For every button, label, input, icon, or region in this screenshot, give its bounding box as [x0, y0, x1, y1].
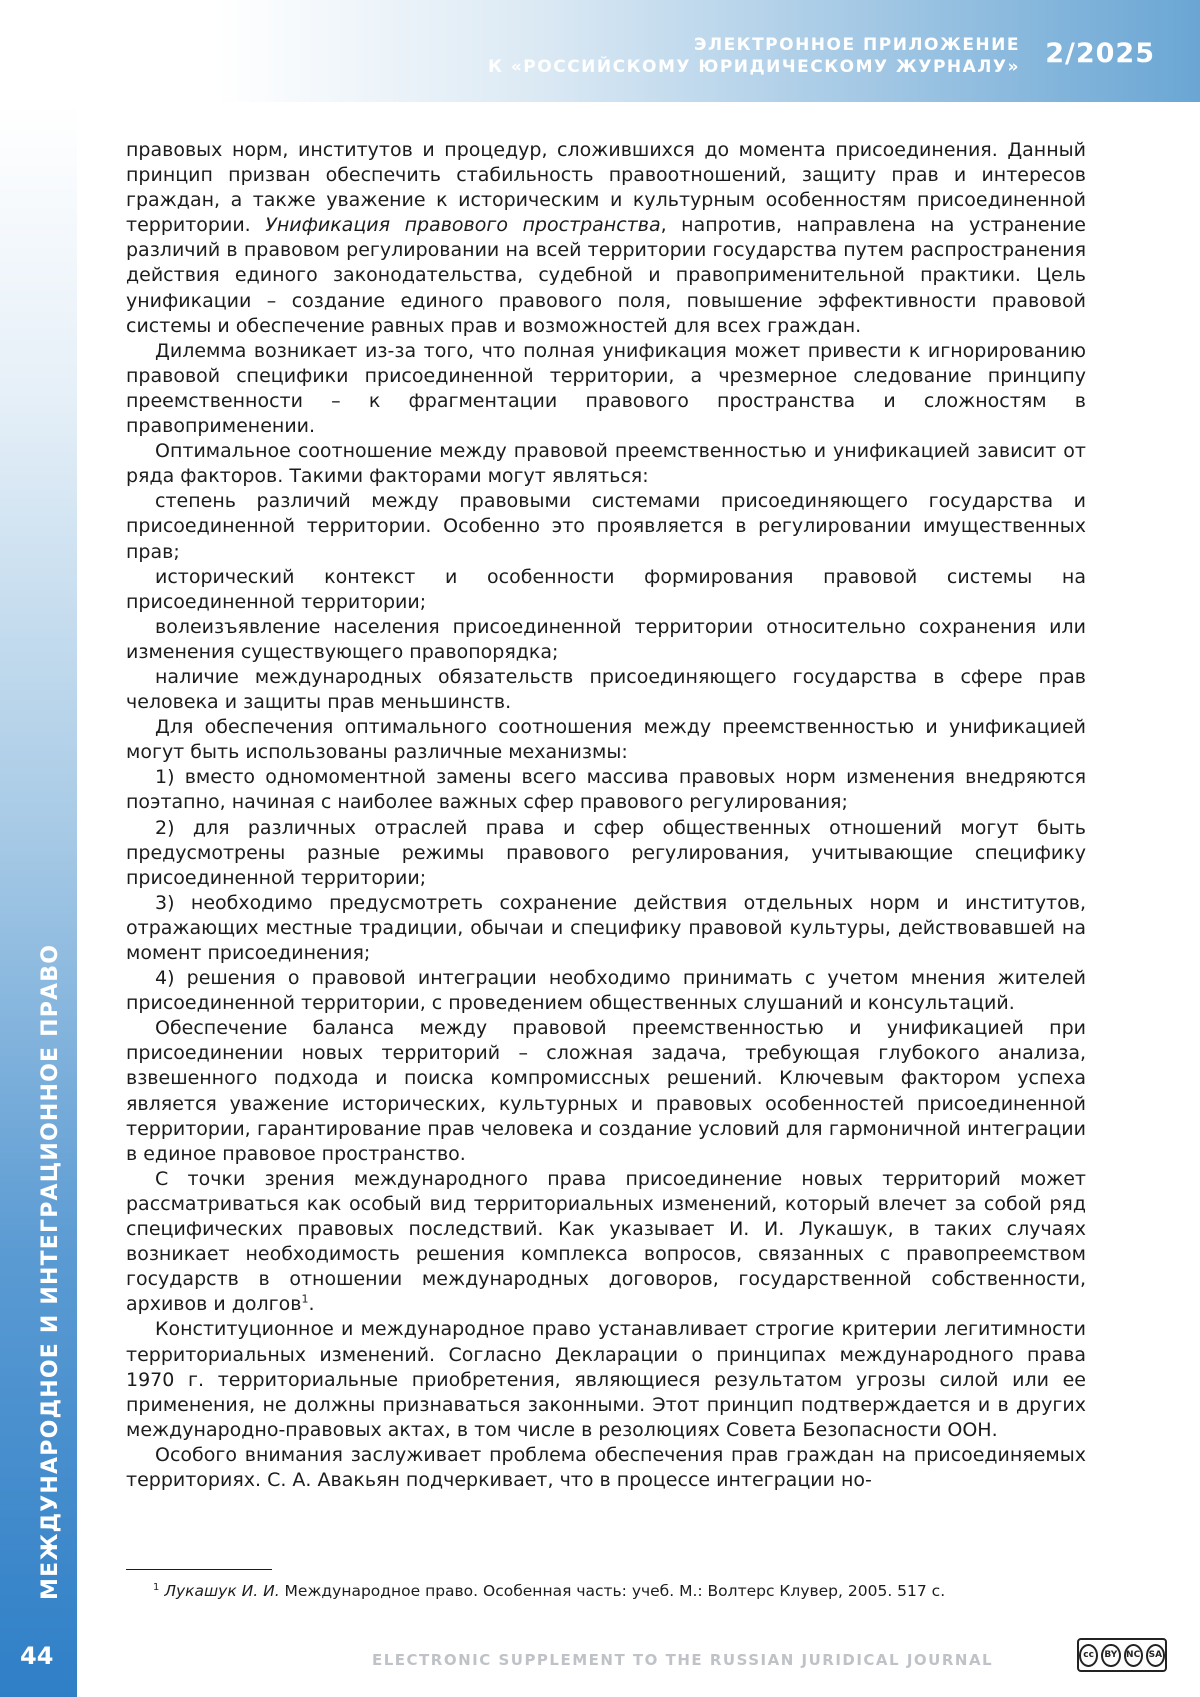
- paragraph: Для обеспечения оптимального соотношения между преемственностью и унификацией могут быть использованы различные механизмы:: [126, 716, 1086, 764]
- cc-license-icon: [1077, 1638, 1167, 1672]
- issue-number: 2/2025: [1045, 38, 1155, 69]
- paragraph: Обеспечение баланса между правовой преемственностью и унификацией при присоединении новых территорий – сложная задача, требующая глубокого анализа, взвешенного подхода и поиска компромиссных решений. Ключевым фактором успеха является уважение исторических, культурных и правовых особенностей присоединенной территории, гарантирование прав человека и создание условий для гармоничной интеграции в единое правовое пространство.: [126, 1017, 1086, 1165]
- nc-icon: NC: [1124, 1644, 1143, 1667]
- paragraph: Дилемма возникает из-за того, что полная унификация может привести к игнорированию правовой специфики присоединенной территории, а чрезмерное следование принципу преемственности – к фрагментации правового пространства и сложностям в правоприменении.: [126, 339, 1086, 438]
- list-item: 4) решения о правовой интеграции необходимо принимать с учетом мнения жителей присоединенной территории, с проведением общественных слушаний и консультаций.: [126, 967, 1086, 1015]
- page-header: [0, 0, 1200, 102]
- sa-icon: SA: [1146, 1644, 1165, 1667]
- list-item: 2) для различных отраслей права и сфер общественных отношений могут быть предусмотрены разные режимы правового регулирования, учитывающие специфику присоединенной территории;: [126, 816, 1086, 889]
- footnote-author: Лукашук И. И.: [164, 1582, 280, 1601]
- section-title: МЕЖДУНАРОДНОЕ И ИНТЕГРАЦИОННОЕ ПРАВО: [38, 943, 63, 1600]
- paragraph: Конституционное и международное право устанавливает строгие критерии легитимности территориальных изменений. Согласно Декларации о принципах международного права 1970 г. территориальные приобретения, являющиеся результатом угрозы силой или ее применения, не должны признаваться законными. Этот принцип подтверждается и в других международно-правовых актах, в том числе в резолюциях Совета Безопасности ООН.: [126, 1318, 1086, 1441]
- by-icon: BY: [1101, 1644, 1120, 1667]
- footnote: [153, 1578, 1073, 1601]
- list-item: 3) необходимо предусмотреть сохранение действия отдельных норм и институтов, отражающих местные традиции, обычаи и специфику правовой культуры, действовавшей на момент присоединения;: [126, 891, 1086, 964]
- paragraph: Особого внимания заслуживает проблема обеспечения прав граждан на присоединяемых территориях. С. А. Авакьян подчеркивает, что в процессе интеграции но-: [126, 1443, 1086, 1491]
- italic-term: Унификация правового пространства: [265, 214, 661, 237]
- journal-title-line2: К «РОССИЙСКОМУ ЮРИДИЧЕСКОМУ ЖУРНАЛУ»: [488, 57, 1020, 77]
- journal-title-line1: ЭЛЕКТРОННОЕ ПРИЛОЖЕНИЕ: [693, 35, 1020, 55]
- list-item: исторический контекст и особенности формирования правовой системы на присоединенной территории;: [126, 565, 1086, 613]
- article-body: [126, 138, 1086, 1493]
- paragraph: правовых норм, институтов и процедур, сложившихся до момента присоединения. Данный принцип призван обеспечить стабильность правоотношений, защиту прав и интересов граждан, а также уважение к историческим и культурным особенностям присоединенной территории. Унификация правового пространства, напротив, направлена на устранение различий в правовом регулировании на всей территории государства путем распространения действия единого законодательства, судебной и правоприменительной практики. Цель унификации – создание единого правового поля, повышение эффективности правовой системы и обеспечение равных прав и возможностей для всех граждан.: [126, 139, 1086, 337]
- list-item: волеизъявление населения присоединенной территории относительно сохранения или изменения существующего правопорядка;: [126, 615, 1086, 663]
- list-item: 1) вместо одномоментной замены всего массива правовых норм изменения внедряются поэтапно, начиная с наиболее важных сфер правового регулирования;: [126, 766, 1086, 814]
- footer-journal-name: ELECTRONIC SUPPLEMENT TO THE RUSSIAN JURIDICAL JOURNAL: [372, 1651, 994, 1669]
- journal-title: [488, 34, 1020, 78]
- footnote-number: 1: [153, 1582, 160, 1593]
- list-item: наличие международных обязательств присоединяющего государства в сфере прав человека и защиты прав меньшинств.: [126, 665, 1086, 714]
- footnote-ref[interactable]: 1: [301, 1292, 309, 1306]
- page-number: 44: [20, 1642, 54, 1670]
- cc-icon: cc: [1079, 1644, 1098, 1667]
- paragraph: Оптимальное соотношение между правовой преемственностью и унификацией зависит от ряда факторов. Такими факторами могут являться:: [126, 440, 1086, 488]
- list-item: степень различий между правовыми системами присоединяющего государства и присоединенной территории. Особенно это проявляется в регулировании имущественных прав;: [126, 490, 1086, 563]
- footnote-divider: [126, 1569, 272, 1570]
- paragraph: С точки зрения международного права присоединение новых территорий может рассматриваться как особый вид территориальных изменений, который влечет за собой ряд специфических правовых последствий. Как указывает И. И. Лукашук, в таких случаях возникает необходимость решения комплекса вопросов, связанных с правопреемством государств в отношении международных договоров, государственной собственности, архивов и долгов$^1$.: [126, 1167, 1086, 1316]
- footnote-text: Международное право. Особенная часть: учеб. М.: Волтерс Клувер, 2005. 517 с.: [279, 1582, 946, 1601]
